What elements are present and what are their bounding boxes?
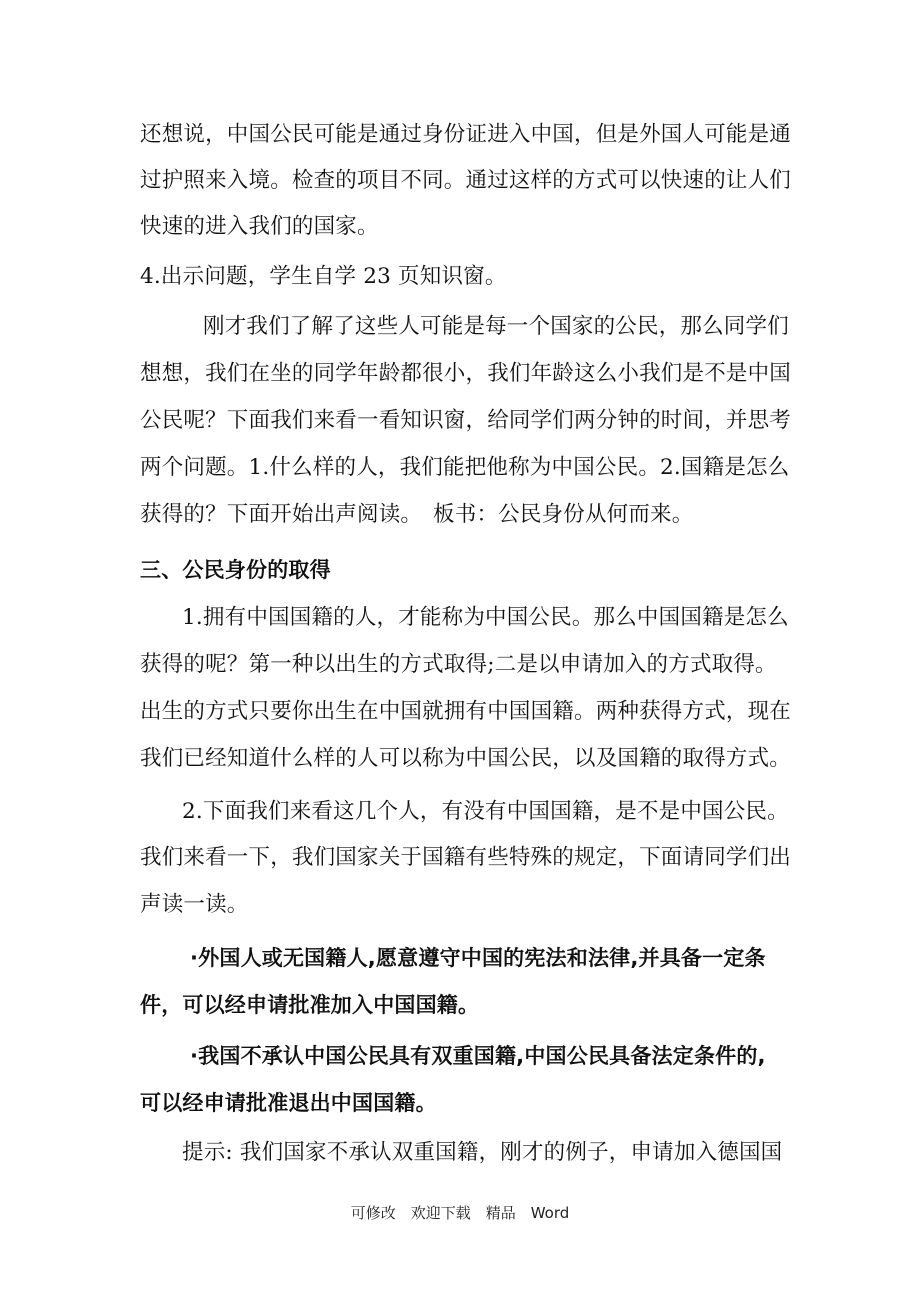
text-line: 4.出示问题，学生自学 23 页知识窗。 <box>140 264 507 289</box>
text-line: 2.下面我们来看这几个人，有没有中国国籍，是不是中国公民。 <box>182 799 789 824</box>
text-line: 出生的方式只要你出生在中国就拥有中国国籍。两种获得方式，现在 <box>140 699 792 724</box>
text-line: 我们来看一下，我们国家关于国籍有些特殊的规定，下面请同学们出 <box>140 845 792 870</box>
text-line: 还想说，中国公民可能是通过身份证进入中国，但是外国人可能是通 <box>140 122 792 147</box>
section-heading: 三、公民身份的取得 <box>140 558 331 582</box>
text-line: 提示: 我们国家不承认双重国籍，刚才的例子，申请加入德国国 <box>182 1140 783 1165</box>
bold-rule-line: 件，可以经申请批准加入中国国籍。 <box>140 993 480 1017</box>
text-line: 两个问题。1.什么样的人，我们能把他称为中国公民。2.国籍是怎么 <box>140 455 790 480</box>
text-line: 快速的进入我们的国家。 <box>140 214 379 239</box>
text-line: 我们已经知道什么样的人可以称为中国公民，以及国籍的取得方式。 <box>140 746 792 771</box>
text-line: 声读一读。 <box>140 892 249 917</box>
page-footer: 可修改 欢迎下载 精品 Word <box>350 1204 570 1222</box>
text-line: 想想，我们在坐的同学年龄都很小，我们年龄这么小我们是不是中国 <box>140 361 792 386</box>
bold-rule-line: ·我国不承认中国公民具有双重国籍,中国公民具备法定条件的, <box>190 1044 766 1068</box>
text-line: 刚才我们了解了这些人可能是每一个国家的公民，那么同学们 <box>203 314 789 339</box>
text-line: 公民呢？下面我们来看一看知识窗，给同学们两分钟的时间，并思考 <box>140 408 792 433</box>
bold-rule-line: 可以经申请批准退出中国国籍。 <box>140 1091 437 1115</box>
text-line: 获得的呢？第一种以出生的方式取得;二是以申请加入的方式取得。 <box>140 652 777 677</box>
text-line: 获得的？下面开始出声阅读。 板书：公民身份从何而来。 <box>140 502 694 527</box>
text-line: 1.拥有中国国籍的人，才能称为中国公民。那么中国国籍是怎么 <box>182 605 789 630</box>
text-line: 过护照来入境。检查的项目不同。通过这样的方式可以快速的让人们 <box>140 168 792 193</box>
bold-rule-line: ·外国人或无国籍人,愿意遵守中国的宪法和法律,并具备一定条 <box>190 946 766 970</box>
